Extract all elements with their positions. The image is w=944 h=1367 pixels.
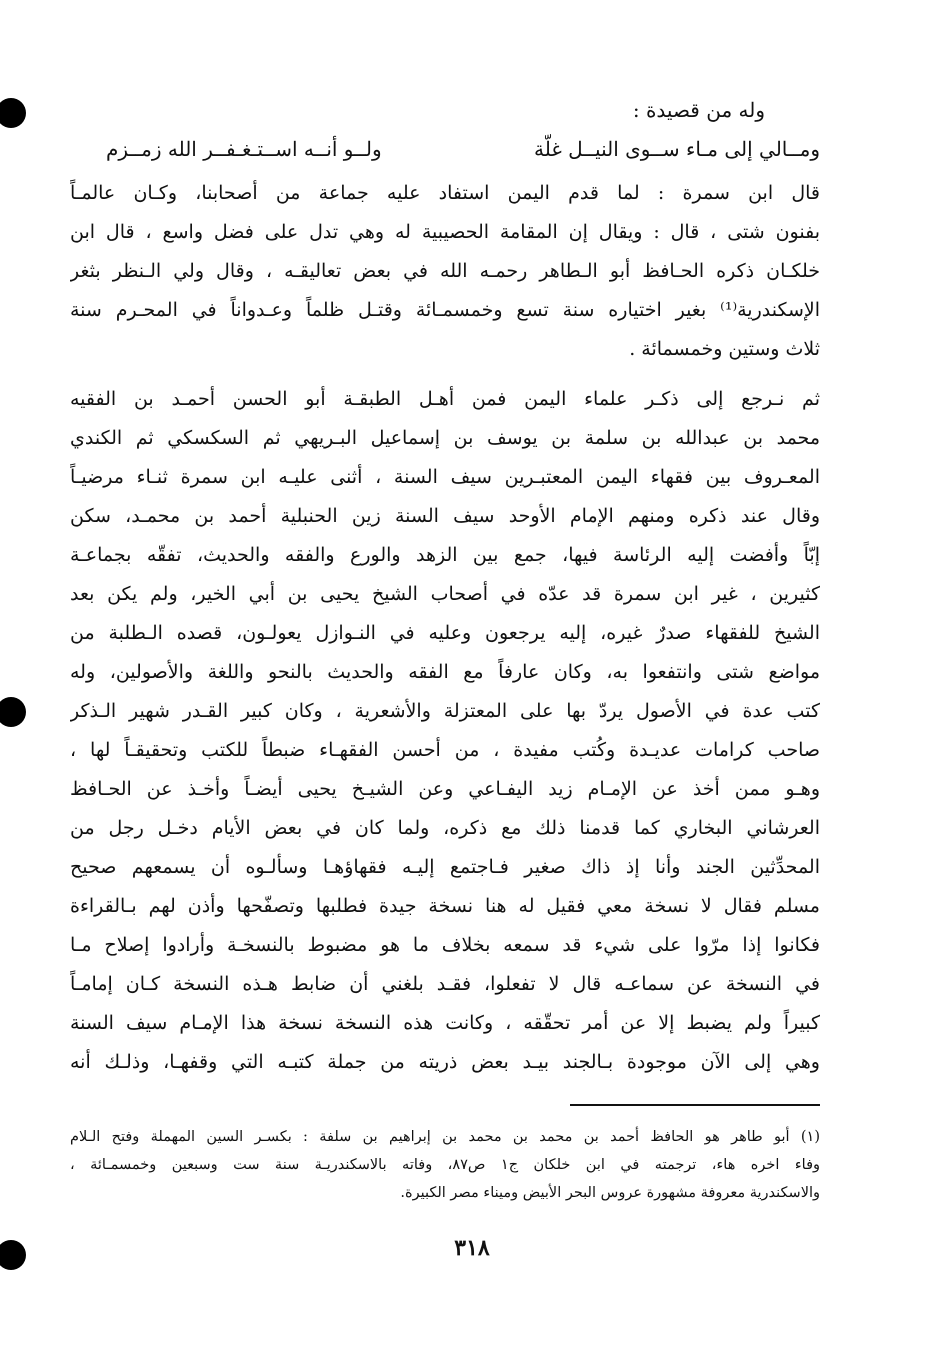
page-number: ٣١٨ (454, 1235, 490, 1261)
text-line: العرشاني البخاري كما قدمنا ذلك مع ذكره، ولما كان في بعض الأيام دخـل رجل من (70, 817, 820, 839)
text-line: وهي إلى الآن موجودة بـالجند بيـد بعض ذريته من جملة كتبـه التي وقفهـا، وذلـك أنه (70, 1051, 820, 1073)
footnote-divider (570, 1104, 820, 1106)
text-line: كثيرين ، غير ابن سمرة قد عدّه في أصحاب الشيخ يحيى بن أبي الخير، ولم يكن بعد (70, 583, 820, 605)
text-line: وقال عند ذكره ومنهم الإمام الأوحد سيف السنة زين الحنبلية أحمد بن محمـد، سكن (70, 505, 820, 527)
text-line: المعـروف بين فقهاء اليمن المعتبـرين سيف السنة ، أثنى عليـه ابن سمرة ثنـاء مرضيـاً (70, 466, 820, 488)
footnote-line: والاسكندرية معروفة مشهورة عروس البحر الأبيض وميناء مصر الكبيرة. (400, 1185, 820, 1201)
verse-second-hemistich: ولــو أنــه اســتـغـفــر الله زمــزم (106, 137, 382, 161)
text-line: بفنون شتى ، قال : ويقال إن المقامة الحصيبية له وهي تدل على فضل واسع ، قال ابن (70, 221, 820, 243)
footnote-line: وفاء اخره هاء، ترجمته في ابن خلكان ج١ ص٨٧، وفاته بالاسكندريـة سنة ست وسبعين وخمسمـائة ، (70, 1157, 820, 1173)
text-line: ثلاث وستين وخمسمائة . (629, 338, 820, 360)
poem-intro: وله من قصيدة : (632, 98, 765, 122)
binder-hole (0, 697, 26, 727)
verse-first-hemistich: ومــالي إلى مـاء ســوى النيــل غلّة (534, 137, 820, 161)
footnote-line: (١) أبو طاهر هو الحافظ أحمد بن محمد بن محمد بن إبراهيم بن سلفة : بكسـر السين المهملة وفتح الـلام (70, 1129, 820, 1145)
text-line: كبيراً ولم يضبط إلا عن أمر تحقّقه ، وكانت هذه النسخة نسخة هذا الإمـام سيف السنة (70, 1012, 820, 1034)
text-line: الإسكندرية⁽¹⁾ بغير اختياره سنة تسع وخمسمـائة وقتـل ظلماً وعـدواناً في المحـرم سنة (70, 299, 820, 321)
page-body (70, 0, 820, 1367)
text-line: فكانوا إذا مرّوا على شيء قد سمعه بخلاف ما هو مضبوط بالنسخـة وأرادوا إصلاح مـا (70, 934, 820, 956)
text-line: قال ابن سمرة : لما قدم اليمن استفاد عليه جماعة من أصحابنا، وكـان عالمـاً (70, 182, 820, 204)
text-line: الشيخ للفقهاء صدرٌ غيره، إليه يرجعون وعليه في النـوازل يعولـون، قصده الـطلبة من (70, 622, 820, 644)
text-line: كتب عدة في الأصول يردّ بها على المعتزلة والأشعرية ، وكان كبير القـدر شهير الـذكر (70, 700, 820, 722)
text-line: صاحب كرامات عديـدة وكُتب مفيدة ، من أحسن الفقهـاء ضبطاً للكتب وتحقيقـاً لها ، (70, 739, 820, 761)
binder-hole (0, 98, 26, 128)
text-line: مسلم فقال لا نسخة معي فقيل له هنا نسخة جيدة فطلبها وتصفّحها وأذن لهم بـالقراءة (70, 895, 820, 917)
text-line: مواضع شتى وانتفعوا به، وكان عارفاً مع الفقه والحديث بالنحو واللغة والأصولين، وله (70, 661, 820, 683)
text-line: إبّاً وأفضت إليه الرئاسة فيها، جمع بين الزهد والورع والفقه والحديث، تفقّه بجماعـة (70, 544, 820, 566)
text-line: المحدِّثين الجند وأنا إذ ذاك صغير فـاجتمع إليـه فقهاؤهـا وسألـوه أن يسمعهم صحيح (70, 856, 820, 878)
text-line: خلكـان ذكره الحـافظ أبو الـطاهر رحمـه الله في بعض تعاليقـه ، وقال ولي الـنظر بثغر (70, 260, 820, 282)
text-line: وهـو ممن أخذ عن الإمـام زيد اليفـاعي وعن الشيـخ يحيى أيضـاً وأخـذ عن الحـافظ (70, 778, 820, 800)
text-line: ثم نـرجع إلى ذكـر علماء اليمن فمن أهـل الطبقـة أبو الحسن أحمـد بن الفقيه (70, 388, 820, 410)
text-line: في النسخة عن سماعـه قال لا تفعلوا، فقـد بلغني أن ضابط هـذه النسخة كـان إمامـاً (70, 973, 820, 995)
text-line: محمد بن عبدالله بن سلمة بن يوسف بن إسماعيل البـريهي ثم السكسكي ثم الكندي (70, 427, 820, 449)
